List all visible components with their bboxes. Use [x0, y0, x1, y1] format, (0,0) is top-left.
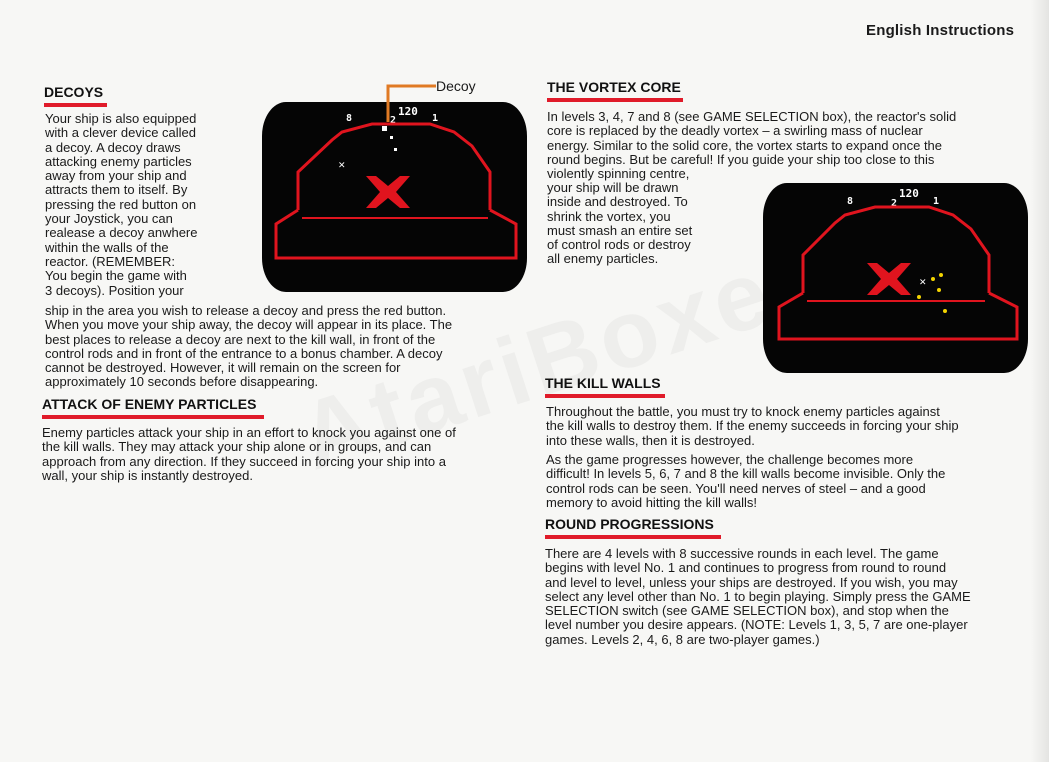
- attack-heading-text: ATTACK OF ENEMY PARTICLES: [42, 396, 257, 412]
- game-screen-vortex: [763, 183, 1028, 373]
- text-line: cannot be destroyed. However, it will remain on the screen for: [45, 360, 401, 376]
- text-line: ship in the area you wish to release a decoy and press the red button.: [45, 303, 447, 318]
- score-readout: 120: [398, 105, 418, 118]
- text-line: When you move your ship away, the decoy will appear in its place. The: [45, 317, 453, 333]
- killwalls-heading-text: THE KILL WALLS: [545, 375, 661, 391]
- player-ship: ✕: [919, 277, 927, 287]
- ships-left-readout: 8: [346, 113, 353, 124]
- text-line: best places to release a decoy are next to the kill wall, in front of the: [45, 331, 436, 347]
- attack-paragraph: [42, 426, 522, 483]
- page-edge-shadow: [1031, 0, 1049, 762]
- text-line: You begin the game with: [45, 268, 187, 284]
- level-readout: 1: [432, 113, 439, 124]
- text-line: difficult! In levels 5, 6, 7 and 8 the kill walls become invisible. Only the: [546, 466, 946, 482]
- round-readout: 2: [390, 115, 397, 126]
- text-line: In levels 3, 4, 7 and 8 (see GAME SELECTION box), the reactor's solid: [547, 109, 957, 124]
- enemy-particle: [931, 277, 935, 281]
- level-readout: 1: [933, 196, 940, 207]
- text-line: with a clever device called: [45, 125, 197, 141]
- text-line: a decoy. A decoy draws: [45, 139, 181, 155]
- text-line: wall, your ship is instantly destroyed.: [42, 467, 253, 483]
- decoy-callout-line: [380, 84, 440, 124]
- text-line: all enemy particles.: [547, 251, 659, 267]
- enemy-particle: [939, 273, 943, 277]
- text-line: control rods can be seen. You'll need nerves of steel – and a good: [546, 480, 926, 496]
- score-readout: 120: [899, 187, 919, 200]
- text-line: There are 4 levels with 8 successive rounds in each level. The game: [545, 546, 939, 561]
- decoys-heading: [44, 84, 107, 107]
- text-line: within the walls of the: [45, 239, 169, 255]
- decoys-paragraph-full: [45, 304, 525, 390]
- heading-underline: [44, 103, 107, 107]
- killwalls-paragraph-1: [546, 405, 1021, 448]
- decoy-marker: [390, 136, 393, 139]
- vortex-illustration: [763, 183, 1028, 373]
- text-line: inside and destroyed. To: [547, 194, 688, 210]
- rounds-heading-text: ROUND PROGRESSIONS: [545, 516, 714, 532]
- text-line: Your ship is also equipped: [45, 111, 197, 126]
- reactor-core: [366, 176, 410, 208]
- text-line: select any level other than No. 1 to begin playing. Simply press the GAME: [545, 588, 971, 604]
- player-ship: [382, 126, 387, 131]
- text-line: your ship will be drawn: [547, 180, 679, 195]
- text-line: attacking enemy particles: [45, 153, 192, 169]
- text-line: reactor. (REMEMBER:: [45, 253, 176, 269]
- round-readout: 2: [891, 198, 898, 209]
- text-line: and level to level, unless your ships are destroyed. If you wish, you may: [545, 574, 958, 590]
- text-line: begins with level No. 1 and continues to progress from round to round: [545, 560, 947, 576]
- chamber-wall: [779, 293, 1017, 339]
- enemy-particle: [943, 309, 947, 313]
- text-line: games. Levels 2, 4, 6, 8 are two-player games.): [545, 631, 820, 647]
- killwalls-heading: [545, 375, 665, 398]
- text-line: must smash an entire set: [547, 222, 693, 238]
- text-line: round begins. But be careful! If you guide your ship too close to this: [547, 151, 935, 167]
- vortex-paragraph-full: [547, 110, 1017, 181]
- vortex-heading: [547, 79, 683, 102]
- text-line: 3 decoys). Position your: [45, 282, 184, 298]
- page-title: English Instructions: [866, 22, 1015, 39]
- text-line: pressing the red button on: [45, 196, 197, 212]
- text-line: Enemy particles attack your ship in an effort to knock you against one of: [42, 425, 456, 440]
- text-line: control rods and in front of the entrance to a bonus chamber. A decoy: [45, 345, 443, 361]
- ships-left-readout: 8: [847, 196, 854, 207]
- text-line: approximately 10 seconds before disappearing.: [45, 374, 319, 390]
- attack-heading: [42, 396, 264, 419]
- text-line: energy. Similar to the solid core, the vortex starts to expand once the: [547, 137, 943, 153]
- text-line: the kill walls to destroy them. If the enemy succeeds in forcing your ship: [546, 418, 959, 434]
- decoy-callout-label: Decoy: [436, 78, 476, 94]
- text-line: into these walls, then it is destroyed.: [546, 432, 755, 448]
- heading-underline: [547, 98, 683, 102]
- text-line: As the game progresses however, the challenge becomes more: [546, 452, 914, 467]
- text-line: your Joystick, you can: [45, 211, 173, 227]
- text-line: away from your ship and: [45, 168, 187, 184]
- enemy-particle: [394, 148, 397, 151]
- enemy-particle: [917, 295, 921, 299]
- heading-underline: [545, 535, 721, 539]
- vortex-core: [867, 263, 911, 295]
- decoys-heading-text: DECOYS: [44, 84, 104, 100]
- reactor-illustration: [262, 102, 527, 292]
- heading-underline: [42, 415, 264, 419]
- text-line: memory to avoid hitting the kill walls!: [546, 494, 757, 510]
- text-line: level number you desire appears. (NOTE: Levels 1, 3, 5, 7 are one-player: [545, 617, 968, 633]
- vortex-paragraph-wrapped: [547, 181, 747, 267]
- text-line: violently spinning centre,: [547, 166, 690, 182]
- killwalls-paragraph-2: [546, 453, 1021, 510]
- enemy-particle: ✕: [338, 160, 346, 170]
- text-line: approach from any direction. If they succeed in forcing your ship into a: [42, 453, 446, 469]
- text-line: core is replaced by the deadly vortex – a swirling mass of nuclear: [547, 123, 923, 139]
- text-line: Throughout the battle, you must try to knock enemy particles against: [546, 404, 940, 419]
- enemy-particle: [937, 288, 941, 292]
- text-line: of control rods or destroy: [547, 237, 691, 253]
- text-line: SELECTION switch (see GAME SELECTION box), and stop when the: [545, 603, 949, 619]
- text-line: the kill walls. They may attack your ship alone or in groups, and can: [42, 439, 432, 455]
- text-line: realease a decoy anwhere: [45, 225, 198, 241]
- vortex-heading-text: THE VORTEX CORE: [547, 79, 681, 95]
- text-line: attracts them to itself. By: [45, 182, 188, 198]
- heading-underline: [545, 394, 665, 398]
- rounds-heading: [545, 516, 721, 539]
- text-line: shrink the vortex, you: [547, 208, 671, 224]
- rounds-paragraph: [545, 547, 1025, 647]
- decoys-paragraph-wrapped: [45, 112, 245, 298]
- game-screen-decoy: [262, 102, 527, 292]
